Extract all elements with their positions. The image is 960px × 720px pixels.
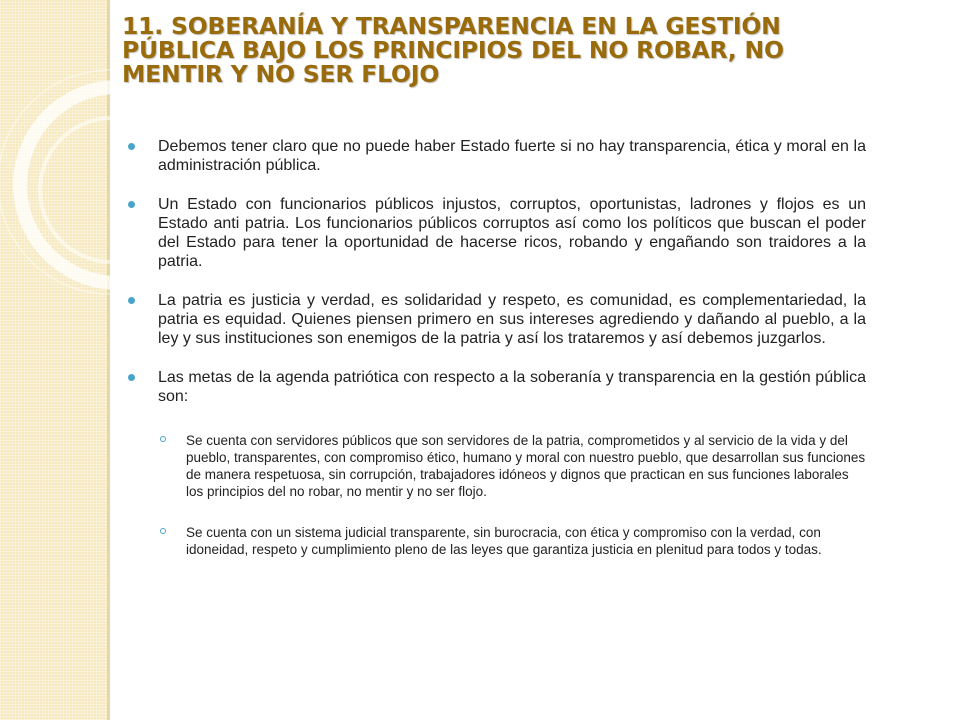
bullet-text: Un Estado con funcionarios públicos injustos, corruptos, oportunistas, ladrones y flojos es un Estado anti patria. Los funcionarios públicos corruptos así como los políticos que buscan el poder del Estado para tener la oportunidad de hacerse ricos, robando y engañando son traidores a la patria.	[158, 196, 866, 270]
bullet-text: Las metas de la agenda patriótica con respecto a la soberanía y transparencia en la gestión pública son:	[158, 369, 866, 405]
bullet-item	[128, 137, 866, 175]
bullet-item	[128, 195, 866, 271]
sub-bullet-text: Se cuenta con servidores públicos que son servidores de la patria, comprometidos y al servicio de la vida y del pueblo, transparentes, con compromiso ético, humano y moral con nuestro pueblo, que desarrollan sus funciones de manera respetuosa, sin corrupción, trabajadores idóneos y dignos que practican en sus funciones laborales los principios del no robar, no mentir y no ser flojo.	[186, 433, 866, 499]
sub-bullet-item	[128, 524, 866, 558]
bullet-text: Debemos tener claro que no puede haber Estado fuerte si no hay transparencia, ética y moral en la administración pública.	[158, 138, 866, 174]
bullet-dot-icon	[128, 374, 135, 381]
sub-bullet-ring-icon	[160, 528, 166, 534]
bullet-text: La patria es justicia y verdad, es solidaridad y respeto, es comunidad, es complementariedad, la patria es equidad. Quienes piensen primero en sus intereses agrediendo y dañando al pueblo, a la ley y sus instituciones son enemigos de la patria y así los trataremos y así debemos juzgarlos.	[158, 292, 866, 347]
bullet-dot-icon	[128, 143, 135, 150]
slide-title: 11. SOBERANÍA Y TRANSPARENCIA EN LA GESTIÓN PÚBLICA BAJO LOS PRINCIPIOS DEL NO ROBAR, NO MENTIR Y NO SER FLOJO	[122, 12, 784, 88]
sub-bullet-item	[128, 432, 866, 500]
sub-bullet-ring-icon	[160, 436, 166, 442]
bullet-item	[128, 368, 866, 406]
bullet-item	[128, 291, 866, 348]
sub-bullet-text: Se cuenta con un sistema judicial transparente, sin burocracia, con ética y compromiso con la verdad, con idoneidad, respeto y cumplimiento pleno de las leyes que garantiza justicia en plenitud para todos y todas.	[186, 525, 822, 557]
slide-body	[128, 137, 866, 582]
bullet-dot-icon	[128, 201, 135, 208]
bullet-dot-icon	[128, 297, 135, 304]
